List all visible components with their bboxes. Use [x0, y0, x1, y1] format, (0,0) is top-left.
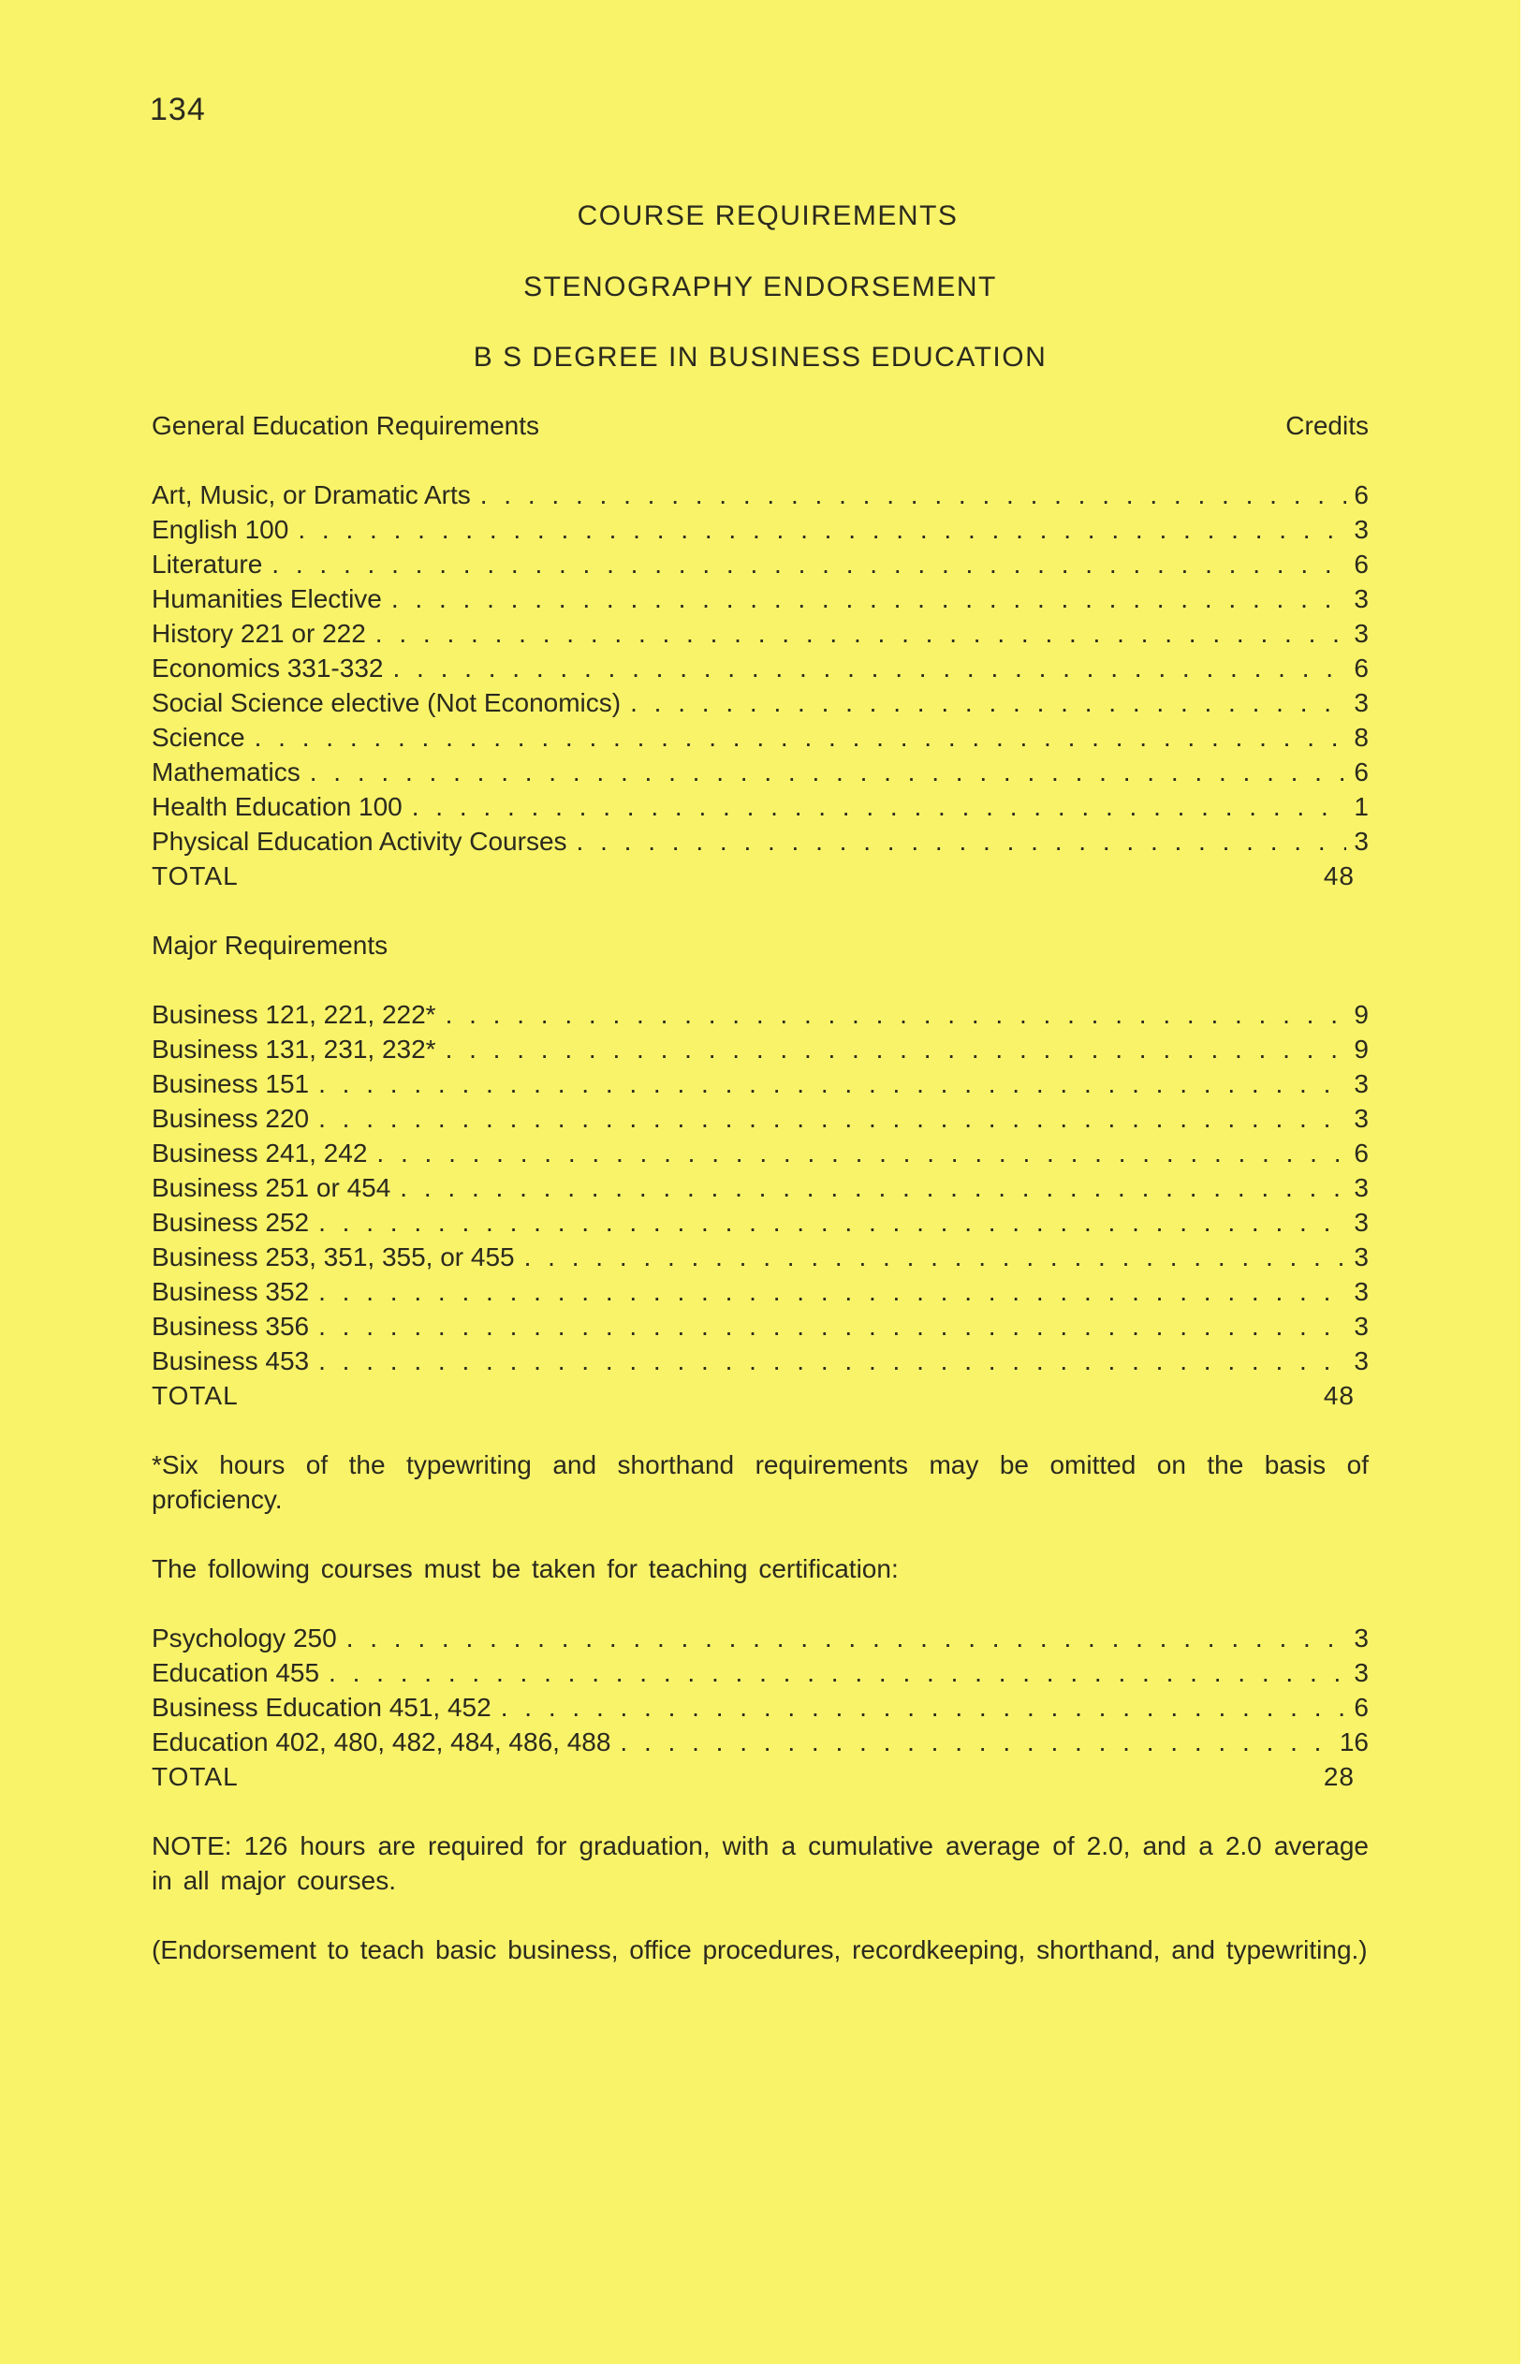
general-education-title: General Education Requirements: [152, 411, 540, 440]
general-education-list: [152, 477, 1369, 893]
course-row: Science . . . 8: [152, 720, 1369, 755]
course-row: Business 121, 221, 222* . . . 9: [152, 997, 1369, 1032]
endorsement-note: (Endorsement to teach basic business, office procedures, recordkeeping, shorthand, and typewriting.): [152, 1935, 1368, 1964]
course-row: Business 220 . . . 3: [152, 1101, 1369, 1136]
credits-header: Credits: [1285, 411, 1369, 440]
course-row: Business 453 . . . 3: [152, 1344, 1369, 1378]
course-row: Business 352 . . . 3: [152, 1274, 1369, 1309]
graduation-note: NOTE: 126 hours are required for graduation, with a cumulative average of 2.0, and a 2.0 average in all major courses.: [152, 1831, 1369, 1895]
general-education-header: [152, 408, 1369, 443]
course-row: Physical Education Activity Courses . . . 3: [152, 824, 1369, 859]
course-row: Business 241, 242 . . . 6: [152, 1136, 1369, 1170]
heading-endorsement: STENOGRAPHY ENDORSEMENT: [523, 272, 997, 302]
course-row: Social Science elective (Not Economics) . . . 3: [152, 685, 1369, 720]
major-requirements-list: [152, 997, 1369, 1413]
page-number: 134: [150, 92, 206, 127]
course-row: Literature . . . 6: [152, 547, 1369, 581]
course-row: Health Education 100 . . . 1: [152, 789, 1369, 824]
heading-degree: B S DEGREE IN BUSINESS EDUCATION: [473, 342, 1048, 373]
major-requirements-title: Major Requirements: [152, 931, 389, 960]
course-row: History 221 or 222 . . . 3: [152, 616, 1369, 651]
certification-list: [152, 1621, 1369, 1794]
course-row: Business 151 . . . 3: [152, 1066, 1369, 1101]
course-row: Business 131, 231, 232* . . . 9: [152, 1032, 1369, 1066]
course-row: Business Education 451, 452 . . . 6: [152, 1690, 1369, 1725]
course-row: Business 252 . . . 3: [152, 1205, 1369, 1240]
proficiency-footnote: *Six hours of the typewriting and shorthand requirements may be omitted on the basis of proficiency.: [152, 1450, 1369, 1514]
course-row: Business 251 or 454 . . . 3: [152, 1170, 1369, 1205]
course-row: English 100 . . . 3: [152, 512, 1369, 547]
certification-intro: The following courses must be taken for teaching certification:: [152, 1554, 899, 1583]
course-row: Art, Music, or Dramatic Arts . . . 6: [152, 477, 1369, 512]
course-row: Economics 331-332 . . . 6: [152, 651, 1369, 685]
major-total-row: TOTAL 48: [152, 1381, 1355, 1410]
general-total-row: TOTAL 48: [152, 861, 1355, 890]
heading-course-requirements: COURSE REQUIREMENTS: [577, 200, 959, 231]
certification-total-row: TOTAL 28: [152, 1762, 1355, 1791]
course-row: Mathematics . . . 6: [152, 755, 1369, 789]
course-row: Education 402, 480, 482, 484, 486, 488 . . . 16: [152, 1725, 1369, 1759]
course-row: Education 455 . . . 3: [152, 1655, 1369, 1690]
course-row: Humanities Elective . . . 3: [152, 581, 1369, 616]
course-row: Psychology 250 . . . 3: [152, 1621, 1369, 1655]
course-row: Business 253, 351, 355, or 455 . . . 3: [152, 1240, 1369, 1274]
course-row: Business 356 . . . 3: [152, 1309, 1369, 1344]
requirements-content: [152, 408, 1369, 1967]
